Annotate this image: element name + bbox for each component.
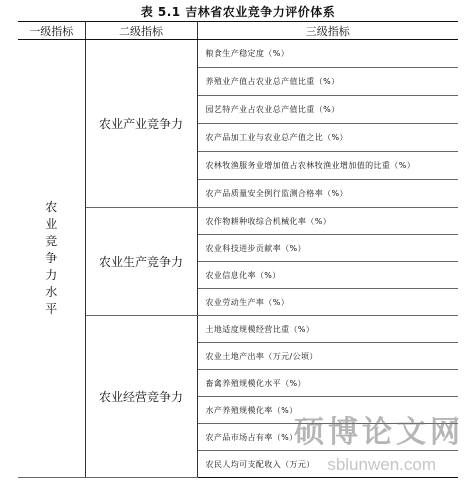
level3-item: 园艺特产业占农业总产值比重（%） <box>197 96 458 124</box>
level1-label: 农业竞争力水平 <box>45 200 58 316</box>
header-level3: 三级指标 <box>197 22 458 40</box>
table-row <box>18 40 458 68</box>
level3-item: 畜禽养殖规模化水平（%） <box>197 370 458 397</box>
level3-item: 粮食生产稳定度（%） <box>197 40 458 68</box>
level2-production: 农业生产竞争力 <box>85 208 197 316</box>
level2-operation: 农业经营竞争力 <box>85 316 197 478</box>
table-caption: 表 5.1 吉林省农业竞争力评价体系 <box>140 5 336 19</box>
level3-item: 农业科技进步贡献率（%） <box>197 235 458 262</box>
table-header-row <box>18 22 458 40</box>
header-level1: 一级指标 <box>18 22 85 40</box>
level3-item: 农产品质量安全例行监测合格率（%） <box>197 180 458 208</box>
level3-item: 养殖业产值占农业总产值比重（%） <box>197 68 458 96</box>
level1-cell <box>18 40 85 478</box>
level3-item: 农民人均可支配收入（万元） <box>197 451 458 478</box>
level2-industry: 农业产业竞争力 <box>85 40 197 208</box>
level3-item: 农业劳动生产率（%） <box>197 289 458 316</box>
watermark-text: 硕博论文网 <box>294 415 464 450</box>
level3-item: 农林牧渔服务业增加值占农林牧渔业增加值的比重（%） <box>197 152 458 180</box>
level3-item: 水产养殖规模化率（%） <box>197 397 458 424</box>
level3-item: 农产品加工业与农业总产值之比（%） <box>197 124 458 152</box>
level3-item: 农业土地产出率（万元/公顷） <box>197 343 458 370</box>
level3-item: 农作物耕种收综合机械化率（%） <box>197 208 458 235</box>
level3-item: 农产品市场占有率（%） <box>197 424 458 451</box>
level3-item: 土地适度规模经营比重（%） <box>197 316 458 343</box>
level3-item: 农业信息化率（%） <box>197 262 458 289</box>
header-level2: 二级指标 <box>85 22 197 40</box>
watermark-url: sblunwen.com <box>327 455 436 474</box>
